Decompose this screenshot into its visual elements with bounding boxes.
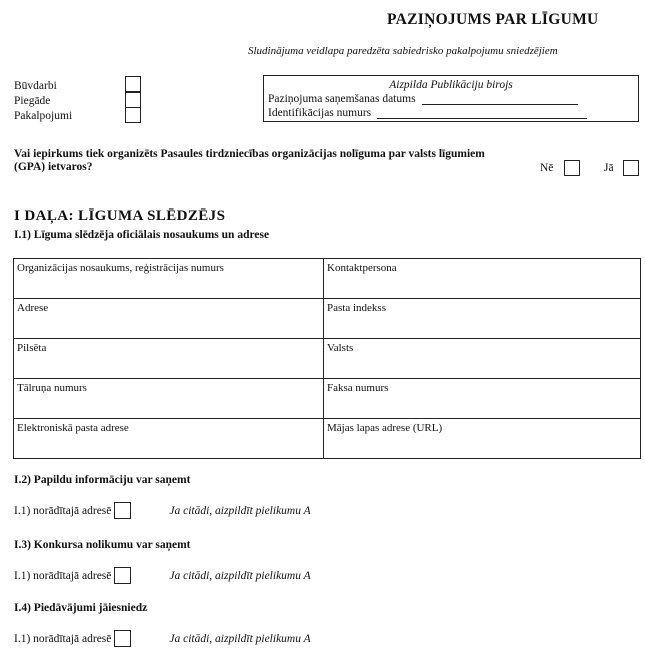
field-label: Mājas lapas adrese (URL): [327, 422, 443, 434]
page-title: PAZIŅOJUMS PAR LĪGUMU: [387, 11, 599, 28]
field-label: Tālruņa numurs: [17, 382, 87, 394]
option-note: Ja citādi, aizpildīt pielikumu A: [169, 504, 311, 517]
postal-code-field[interactable]: [324, 299, 641, 339]
option-label: I.1) norādītajā adresē: [14, 632, 112, 645]
website-field[interactable]: [324, 419, 641, 459]
subsection-heading-additional-info: I.2) Papildu informāciju var saņemt: [14, 474, 191, 486]
type-checkbox-supply[interactable]: [125, 92, 141, 108]
identification-row: [268, 107, 587, 119]
submission-checkbox[interactable]: [114, 630, 131, 647]
option-note: Ja citādi, aizpildīt pielikumu A: [169, 569, 311, 582]
field-label: Faksa numurs: [327, 382, 389, 394]
gpa-yes-checkbox[interactable]: [623, 160, 639, 176]
fax-field[interactable]: [324, 379, 641, 419]
type-checkbox-services[interactable]: [125, 107, 141, 123]
identification-field[interactable]: [377, 108, 587, 119]
type-label-supply: Piegāde: [14, 95, 51, 107]
submission-option: [14, 630, 311, 647]
contact-person-field[interactable]: [324, 259, 641, 299]
option-note: Ja citādi, aizpildīt pielikumu A: [169, 632, 311, 645]
publications-office-box: [263, 75, 639, 122]
gpa-yes-label: Jā: [604, 162, 614, 174]
additional-info-option: [14, 502, 311, 519]
table-row: [14, 299, 641, 339]
page-subtitle: Sludinājuma veidlapa paredzēta sabiedrisko pakalpojumu sniedzējiem: [248, 45, 558, 57]
additional-info-checkbox[interactable]: [114, 502, 131, 519]
table-row: [14, 259, 641, 299]
section-subheading: I.1) Līguma slēdzēja oficiālais nosaukums un adrese: [14, 229, 270, 241]
option-label: I.1) norādītajā adresē: [14, 504, 112, 517]
contracting-authority-table: [13, 258, 641, 459]
country-field[interactable]: [324, 339, 641, 379]
email-field[interactable]: [14, 419, 324, 459]
gpa-question: Vai iepirkums tiek organizēts Pasaules tirdzniecības organizācijas nolīguma par valsts līgumiem (GPA) ietvaros?: [14, 148, 485, 173]
phone-field[interactable]: [14, 379, 324, 419]
type-label-services: Pakalpojumi: [14, 110, 73, 122]
office-box-title: Aizpilda Publikāciju birojs: [389, 79, 513, 91]
section-heading: I DAĻA: LĪGUMA SLĒDZĒJS: [14, 208, 226, 224]
field-label: Kontaktpersona: [327, 262, 397, 274]
field-label: Adrese: [17, 302, 49, 314]
field-label: Organizācijas nosaukums, reģistrācijas numurs: [17, 262, 224, 274]
address-field[interactable]: [14, 299, 324, 339]
table-row: [14, 339, 641, 379]
type-label-works: Būvdarbi: [14, 80, 57, 92]
identification-label: Identifikācijas numurs: [268, 107, 372, 119]
field-label: Valsts: [327, 342, 354, 354]
subsection-heading-submission: I.4) Piedāvājumi jāiesniedz: [14, 602, 148, 614]
receipt-date-row: [268, 93, 578, 105]
field-label: Elektroniskā pasta adrese: [17, 422, 129, 434]
receipt-date-field[interactable]: [422, 94, 578, 105]
subsection-heading-tender-docs: I.3) Konkursa nolikumu var saņemt: [14, 539, 191, 551]
option-label: I.1) norādītajā adresē: [14, 569, 112, 582]
org-name-field[interactable]: [14, 259, 324, 299]
type-checkbox-works[interactable]: [125, 76, 141, 92]
gpa-no-label: Nē: [540, 162, 554, 174]
receipt-date-label: Paziņojuma saņemšanas datums: [268, 93, 416, 105]
gpa-no-checkbox[interactable]: [564, 160, 580, 176]
tender-docs-option: [14, 567, 311, 584]
tender-docs-checkbox[interactable]: [114, 567, 131, 584]
table-row: [14, 419, 641, 459]
field-label: Pilsēta: [17, 342, 47, 354]
city-field[interactable]: [14, 339, 324, 379]
table-row: [14, 379, 641, 419]
field-label: Pasta indekss: [327, 302, 386, 314]
